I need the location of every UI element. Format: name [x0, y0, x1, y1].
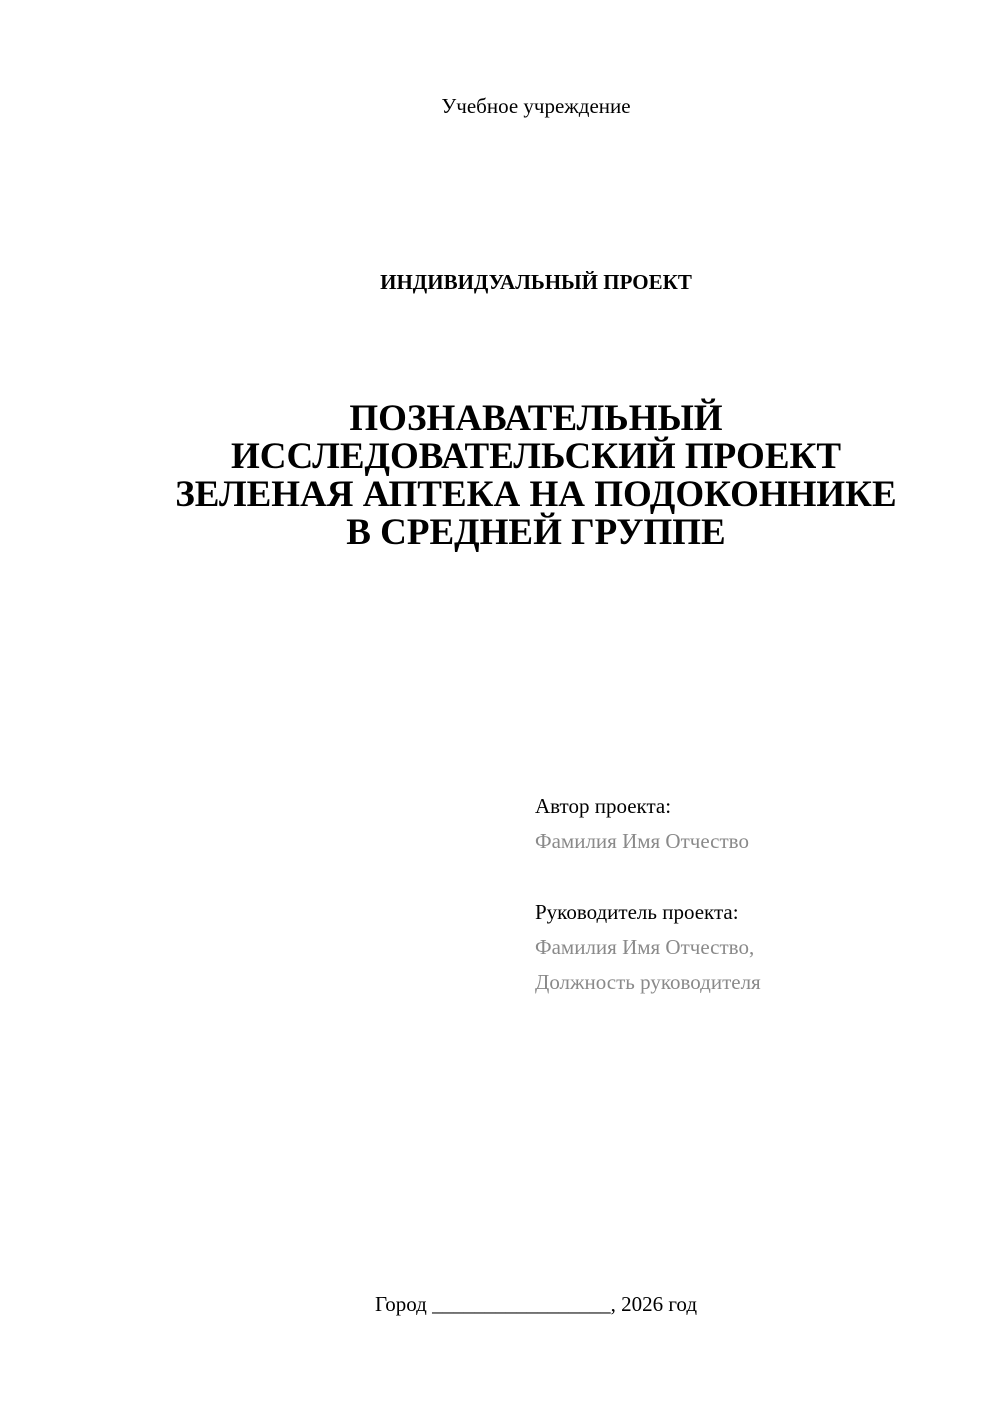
project-title [100, 400, 972, 552]
author-label: Автор проекта: [535, 794, 672, 818]
supervisor-label: Руководитель проекта: [535, 900, 739, 924]
document-type: ИНДИВИДУАЛЬНЫЙ ПРОЕКТ [380, 270, 692, 294]
project-title-line: ЗЕЛЕНАЯ АПТЕКА НА ПОДОКОННИКЕ [175, 474, 897, 515]
author-name-placeholder: Фамилия Имя Отчество [535, 829, 749, 853]
project-title-line: ИССЛЕДОВАТЕЛЬСКИЙ ПРОЕКТ [230, 436, 842, 477]
supervisor-name-placeholder: Фамилия Имя Отчество, [535, 935, 755, 959]
project-title-line: ПОЗНАВАТЕЛЬНЫЙ [349, 398, 723, 439]
institution-name: Учебное учреждение [441, 94, 631, 118]
supervisor-position-placeholder: Должность руководителя [535, 970, 761, 994]
city-year-line: Город _________________, 2026 год [374, 1292, 698, 1316]
project-title-line: В СРЕДНЕЙ ГРУППЕ [346, 512, 726, 553]
spacer [535, 859, 975, 895]
project-people-block [535, 789, 975, 1000]
